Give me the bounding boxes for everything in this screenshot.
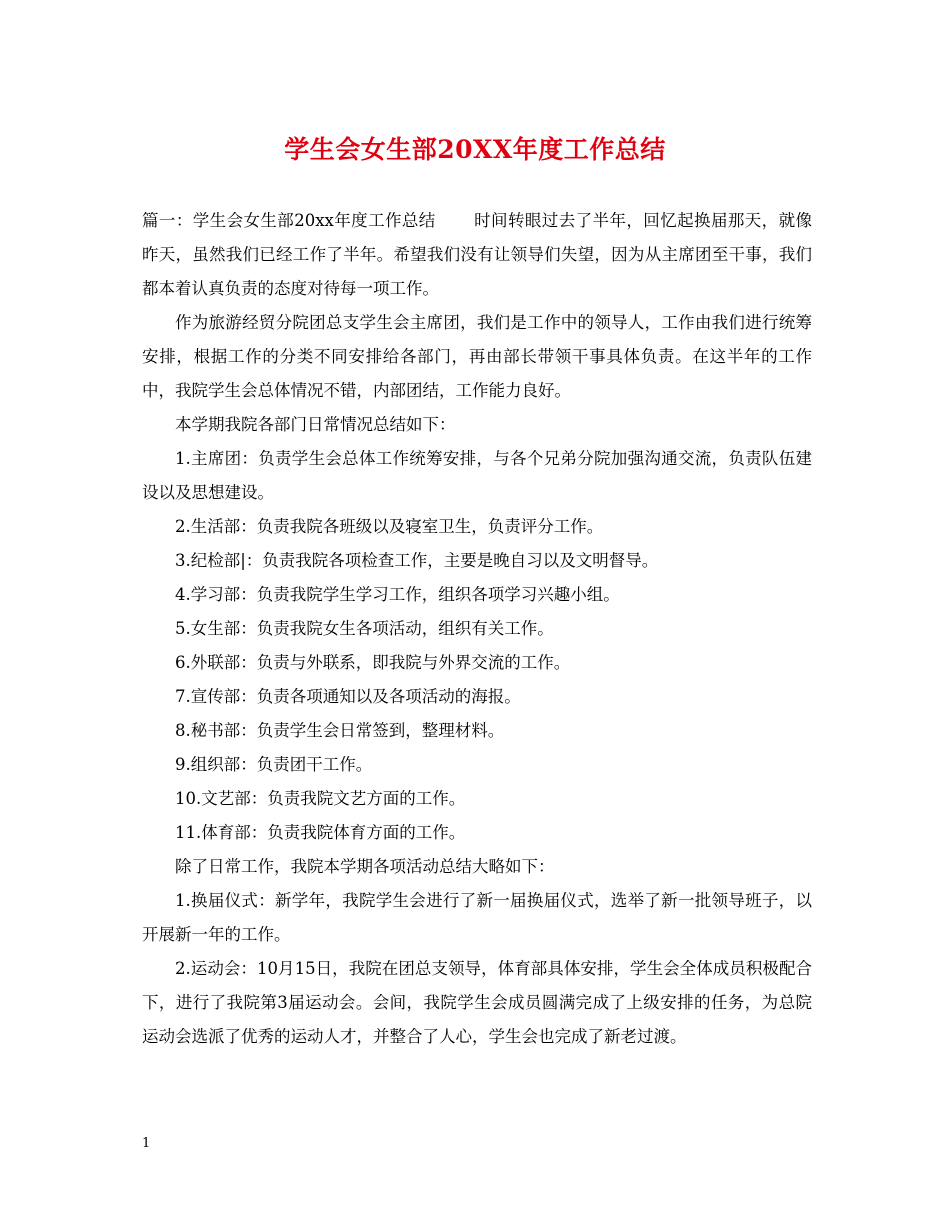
list-item-liaison-dept: 6.外联部：负责与外联系，即我院与外界交流的工作。 bbox=[175, 653, 571, 672]
paragraph-summary-heading: 本学期我院各部门日常情况总结如下： bbox=[175, 415, 456, 434]
document-title: 学生会女生部20XX年度工作总结 bbox=[284, 135, 666, 164]
list-item-secretariat: 8.秘书部：负责学生会日常签到，整理材料。 bbox=[175, 721, 505, 740]
list-item-discipline-dept: 3.纪检部|：负责我院各项检查工作，主要是晚自习以及文明督导。 bbox=[175, 551, 659, 570]
list-item-handover-ceremony: 1.换届仪式：新学年，我院学生会进行了新一届换届仪式，选举了新一批领导班子，以开展新一年的工作。 bbox=[142, 891, 812, 944]
page-number: 1 bbox=[142, 1136, 151, 1151]
list-item-life-dept: 2.生活部：负责我院各班级以及寝室卫生，负责评分工作。 bbox=[175, 517, 604, 536]
list-item-arts-dept: 10.文艺部：负责我院文艺方面的工作。 bbox=[175, 789, 466, 808]
paragraph-activities-heading: 除了日常工作，我院本学期各项活动总结大略如下： bbox=[175, 857, 555, 876]
list-item-sports-meet: 2.运动会：10月15日，我院在团总支领导，体育部具体安排，学生会全体成员积极配合下，进行了我院第3届运动会。会间，我院学生会成员圆满完成了上级安排的任务，为总院运动会选派了优秀的运动人才，并整合了人心，学生会也完成了新老过渡。 bbox=[142, 959, 812, 1046]
document-body bbox=[142, 204, 812, 1054]
paragraph-role: 作为旅游经贸分院团总支学生会主席团，我们是工作中的领导人，工作由我们进行统筹安排，根据工作的分类不同安排给各部门，再由部长带领干事具体负责。在这半年的工作中，我院学生会总体情况不错，内部团结，工作能力良好。 bbox=[142, 313, 812, 400]
list-item-organization-dept: 9.组织部：负责团干工作。 bbox=[175, 755, 373, 774]
list-item-sports-dept: 11.体育部：负责我院体育方面的工作。 bbox=[175, 823, 466, 842]
intro-heading: 篇一：学生会女生部20xx年度工作总结 bbox=[142, 211, 436, 230]
list-item-publicity-dept: 7.宣传部：负责各项通知以及各项活动的海报。 bbox=[175, 687, 521, 706]
list-item-women-dept: 5.女生部：负责我院女生各项活动，组织有关工作。 bbox=[175, 619, 554, 638]
intro-text: 时间转眼过去了半年，回忆起换届那天，就像昨天，虽然我们已经工作了半年。希望我们没有让领导们失望，因为从主席团至干事，我们都本着认真负责的态度对待每一项工作。 bbox=[142, 211, 813, 298]
list-item-presidium: 1.主席团：负责学生会总体工作统筹安排，与各个兄弟分院加强沟通交流，负责队伍建设以及思想建设。 bbox=[142, 449, 812, 502]
intro-paragraph bbox=[142, 204, 812, 306]
list-item-study-dept: 4.学习部：负责我院学生学习工作，组织各项学习兴趣小组。 bbox=[175, 585, 620, 604]
